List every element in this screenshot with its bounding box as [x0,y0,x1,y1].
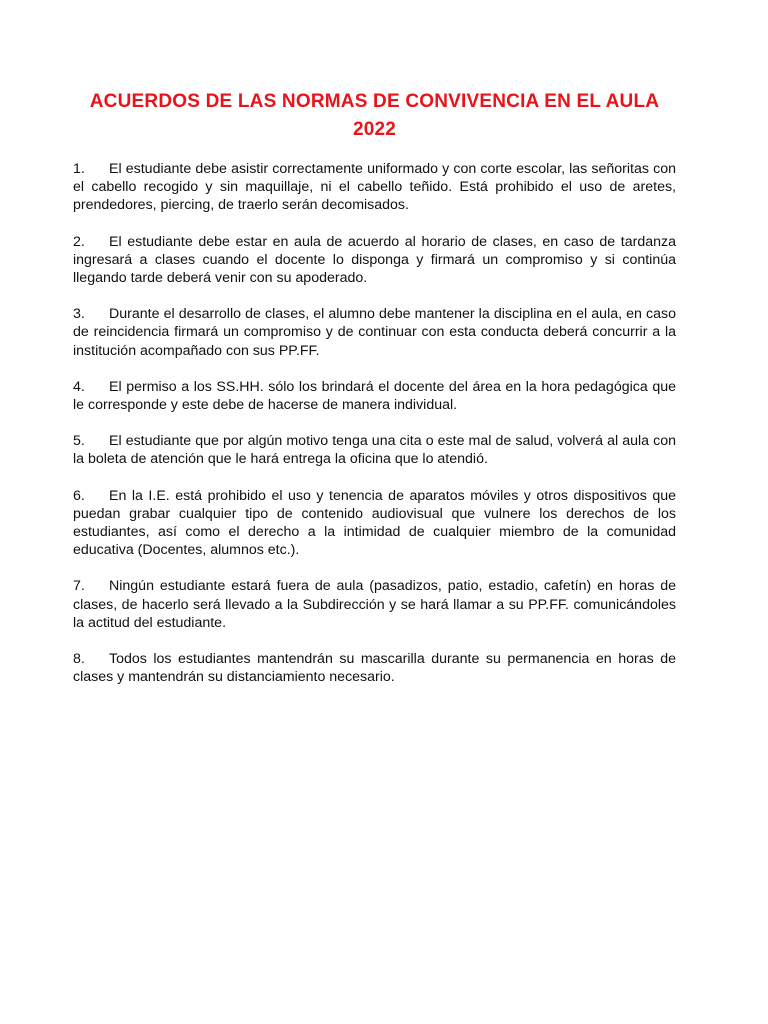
rule-text: Durante el desarrollo de clases, el alumno debe mantener la disciplina en el aula, en caso de reincidencia firmará un compromiso y de continuar con esta conducta deberá concurrir a la institución acompañado con sus PP.FF. [73,306,676,359]
rule-text: El estudiante que por algún motivo tenga una cita o este mal de salud, volverá al aula con la boleta de atención que le hará entrega la oficina que lo atendió. [73,433,676,468]
rule-number: 6. [73,487,85,504]
rule-number: 4. [73,378,85,395]
rule-text: El estudiante debe asistir correctamente uniformado y con corte escolar, las señoritas con el cabello recogido y sin maquillaje, ni el cabello teñido. Está prohibido el uso de aretes, prendedores, piercing, de traerlo serán decomisados. [73,161,676,214]
rule-item-6 [73,487,676,560]
rule-text: En la I.E. está prohibido el uso y tenencia de aparatos móviles y otros dispositivos que puedan grabar cualquier tipo de contenido audiovisual que vulnere los derechos de los estudiantes, así como el derecho a la intimidad de cualquier miembro de la comunidad educativa (Docentes, alumnos etc.). [73,487,676,559]
rule-item-4 [73,378,676,414]
rules-list [73,160,676,686]
rule-item-5 [73,432,676,468]
rule-text: Ningún estudiante estará fuera de aula (pasadizos, patio, estadio, cafetín) en horas de clases, de hacerlo será llevado a la Subdirección y se hará llamar a su PP.FF. comunicándoles la actitud del estudiante. [73,578,676,631]
document-title: ACUERDOS DE LAS NORMAS DE CONVIVENCIA EN EL AULA 2022 [89,91,660,140]
rule-text: El estudiante debe estar en aula de acuerdo al horario de clases, en caso de tardanza ingresará a clases cuando el docente lo disponga y firmará un compromiso y si continúa llegando tarde deberá venir con su apoderado. [73,233,676,287]
rule-item-8 [73,650,676,686]
rule-number: 5. [73,433,85,450]
rule-item-7 [73,577,676,632]
rule-number: 8. [73,651,85,668]
rule-number: 7. [73,578,85,595]
rule-item-1 [73,160,676,215]
rule-text: El permiso a los SS.HH. sólo los brindará el docente del área en la hora pedagógica que le corresponde y este debe de hacerse de manera individual. [73,378,676,414]
rule-number: 2. [73,233,85,250]
rule-item-3 [73,305,676,360]
rule-text: Todos los estudiantes mantendrán su mascarilla durante su permanencia en horas de clases y mantendrán su distanciamiento necesario. [73,651,676,686]
document-page [73,88,676,704]
rule-number: 3. [73,306,85,323]
rule-number: 1. [73,161,85,177]
rule-item-2 [73,233,676,288]
